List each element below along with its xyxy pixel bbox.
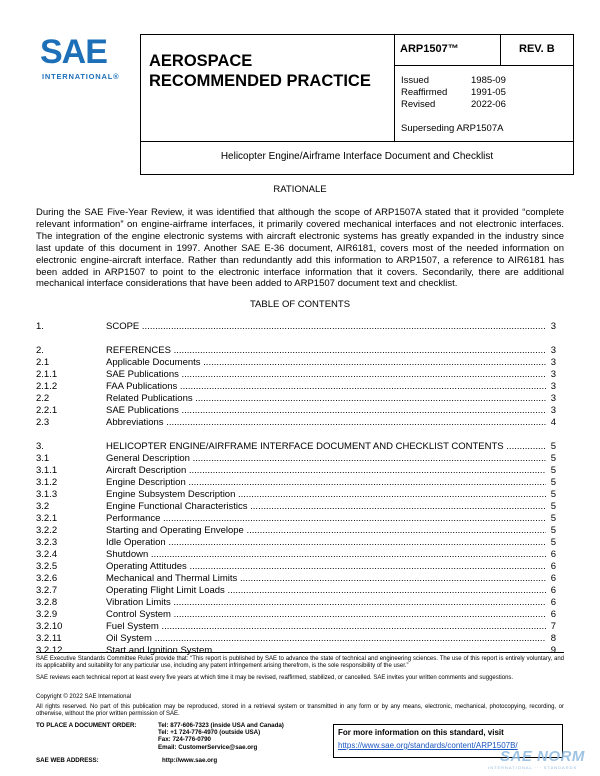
- revision-label: REV. B: [519, 43, 555, 55]
- toc-entry[interactable]: [36, 621, 556, 633]
- toc-entry-title: Abbreviations .....: [106, 417, 546, 429]
- web-address-block: [36, 757, 218, 764]
- toc-entry-number: 2.2: [36, 393, 50, 404]
- toc-entry-page: 9: [550, 645, 556, 656]
- toc-entry-title: Vibration Limits .....: [106, 597, 546, 609]
- toc-entry[interactable]: [36, 345, 556, 357]
- document-subtitle: Helicopter Engine/Airframe Interface Document and Checklist: [220, 151, 494, 162]
- toc-entry-page: 5: [550, 513, 556, 524]
- toc-entry[interactable]: [36, 597, 556, 609]
- toc-entry-page: 5: [550, 465, 556, 476]
- header-title-cell: [141, 35, 395, 141]
- footer-rights: All rights reserved. No part of this publication may be reproduced, stored in a retrieval system or transmitted in any form or by any means, electronic, mechanical, photocopying, recording, or otherwise, without the prior written permission of SAE.: [36, 704, 564, 718]
- toc-entry-number: 3.1.3: [36, 489, 58, 500]
- toc-entry-title: Shutdown .....: [106, 549, 546, 561]
- toc-entry-page: 6: [550, 585, 556, 596]
- toc-entry-number: 2.1.2: [36, 381, 58, 392]
- toc-entry-page: 5: [550, 453, 556, 464]
- toc-entry-number: 3.2.2: [36, 525, 58, 536]
- toc-entry-number: 2.1.1: [36, 369, 58, 380]
- logo-sae-text: SAE: [40, 33, 107, 71]
- date-row-issued: [401, 75, 571, 87]
- phone-us-canada: Tel: 877-606-7323 (inside USA and Canada): [158, 722, 284, 729]
- toc-entry-number: 3.2.5: [36, 561, 58, 572]
- toc-entry-title: Start and Ignition System .....: [106, 645, 546, 657]
- toc-entry-page: 5: [550, 501, 556, 512]
- watermark-subtext: INTERNATIONAL ··· STANDARDS: [488, 765, 578, 770]
- toc-entry-page: 6: [550, 597, 556, 608]
- toc-entry-number: 3.2.12: [36, 645, 63, 656]
- toc-entry-title: Operating Flight Limit Loads .....: [106, 585, 546, 597]
- toc-entry[interactable]: [36, 489, 556, 501]
- toc-entry-title: Performance .....: [106, 513, 546, 525]
- toc-entry-title: Operating Attitudes .....: [106, 561, 546, 573]
- toc-entry-title: FAA Publications .....: [106, 381, 546, 393]
- email-address[interactable]: Email: CustomerService@sae.org: [158, 743, 258, 751]
- toc-entry-title: Starting and Operating Envelope .....: [106, 525, 546, 537]
- date-row-revised: [401, 99, 571, 111]
- toc-entry-page: 3: [550, 405, 556, 416]
- toc-entry[interactable]: [36, 369, 556, 381]
- toc-entry[interactable]: [36, 525, 556, 537]
- date-value: 1985-09: [471, 75, 506, 86]
- order-contact-values: [158, 722, 348, 751]
- toc-entry-page: 3: [550, 345, 556, 356]
- sae-norm-watermark: SAE NORM: [500, 748, 585, 765]
- toc-entry-title: SCOPE .....: [106, 321, 546, 333]
- toc-entry-page: 7: [550, 621, 556, 632]
- standard-info-link[interactable]: https://www.sae.org/standards/content/ARP1507B/: [338, 741, 518, 750]
- toc-entry[interactable]: [36, 609, 556, 621]
- toc-entry-title: Engine Description .....: [106, 477, 546, 489]
- toc-entry-title: Engine Functional Characteristics .....: [106, 501, 546, 513]
- toc-entry[interactable]: [36, 513, 556, 525]
- toc-entry-page: 5: [550, 537, 556, 548]
- toc-entry-title: SAE Publications .....: [106, 405, 546, 417]
- toc-entry-number: 3.2.4: [36, 549, 58, 560]
- toc-entry-page: 3: [550, 321, 556, 332]
- footer-disclaimer: SAE Executive Standards Committee Rules provide that: “This report is published by SAE to advance the state of technical and engineering sciences. The use of this report is entirely voluntary, and its applicability and suitability for any particular use, including any patent infringement arising therefrom, is the sole responsibility of the user.”: [36, 656, 564, 670]
- toc-entry-title: Aircraft Description .....: [106, 465, 546, 477]
- toc-entry-title: General Description .....: [106, 453, 546, 465]
- toc-entry-title: Engine Subsystem Description .....: [106, 489, 546, 501]
- toc-entry-page: 3: [550, 357, 556, 368]
- toc-entry-number: 2.3: [36, 417, 50, 428]
- toc-entry-page: 4: [550, 417, 556, 428]
- revision-dates: [401, 75, 571, 111]
- toc-entry-number: 2.1: [36, 357, 50, 368]
- doc-number: ARP1507™: [400, 43, 459, 55]
- rationale-heading: RATIONALE: [273, 184, 327, 195]
- toc-entry-page: 6: [550, 549, 556, 560]
- toc-entry[interactable]: [36, 549, 556, 561]
- toc-entry-number: 1.: [36, 321, 44, 332]
- toc-entry-page: 3: [550, 369, 556, 380]
- document-type-title: [149, 51, 389, 91]
- toc-entry-title: REFERENCES .....: [106, 345, 546, 357]
- toc-entry[interactable]: [36, 405, 556, 417]
- toc-entry[interactable]: [36, 321, 556, 333]
- toc-entry[interactable]: [36, 585, 556, 597]
- toc-entry-number: 3.: [36, 441, 44, 452]
- toc-entry[interactable]: [36, 417, 556, 429]
- toc-entry-number: 3.2.11: [36, 633, 62, 644]
- toc-entry[interactable]: [36, 393, 556, 405]
- toc-entry-page: 5: [550, 525, 556, 536]
- more-info-heading: For more information on this standard, visit: [338, 728, 504, 737]
- date-row-reaffirmed: [401, 87, 571, 99]
- toc-entry-page: 3: [550, 381, 556, 392]
- document-header-box: [140, 34, 574, 175]
- rationale-paragraph: During the SAE Five-Year Review, it was identified that although the scope of ARP1507A stated that it provided “complete relevant information” on engine-airframe interfaces, it primarily covered mechanical interfaces and not electronic interfaces. The integration of the engine electronic systems with aircraft electronic systems has greatly expanded in the industry since last update of this document in 1997. Another SAE E-36 document, AIR6181, covers most of the needed information on electronic engine-aircraft interface. Rather than redundantly add this information to ARP1507, a reference to AIR6181 has been added in ARP1507 to point to the electronic interface information that it covers. Secondarily, there are additional mechanical interface considerations that have been added to ARP1507 document text and checklist.: [36, 207, 564, 290]
- toc-entry[interactable]: [36, 357, 556, 369]
- toc-entry[interactable]: [36, 441, 556, 453]
- toc-entry-page: 3: [550, 393, 556, 404]
- document-type-line-2: RECOMMENDED PRACTICE: [149, 72, 371, 90]
- toc-entry-title: SAE Publications .....: [106, 369, 546, 381]
- toc-entry-number: 3.2.9: [36, 609, 58, 620]
- toc-entry-page: 8: [550, 633, 556, 644]
- toc-entry-number: 3.1.2: [36, 477, 58, 488]
- toc-entry[interactable]: [36, 453, 556, 465]
- toc-entry-page: 5: [550, 441, 556, 452]
- document-type-line-1: AEROSPACE: [149, 52, 253, 70]
- toc-entry-title: Idle Operation .....: [106, 537, 546, 549]
- date-value: 1991-05: [471, 87, 506, 98]
- toc-entry[interactable]: [36, 381, 556, 393]
- toc-entry-number: 3.2.3: [36, 537, 58, 548]
- toc-entry[interactable]: [36, 477, 556, 489]
- toc-entry-page: 5: [550, 477, 556, 488]
- toc-entry-title: Mechanical and Thermal Limits .....: [106, 573, 546, 585]
- footer-review-note: SAE reviews each technical report at least every five years at which time it may be revised, reaffirmed, stabilized, or cancelled. SAE invites your written comments and suggestions.: [36, 675, 514, 681]
- date-label: Issued: [401, 75, 429, 86]
- toc-entry-number: 2.2.1: [36, 405, 58, 416]
- toc-entry-title: HELICOPTER ENGINE/AIRFRAME INTERFACE DOCUMENT AND CHECKLIST CONTENTS .....: [106, 441, 546, 453]
- toc-entry-number: 3.2.1: [36, 513, 58, 524]
- date-label: Reaffirmed: [401, 87, 448, 98]
- toc-entry-page: 6: [550, 561, 556, 572]
- toc-entry-title: Oil System .....: [106, 633, 546, 645]
- web-address-link[interactable]: http://www.sae.org: [162, 757, 218, 764]
- toc-entry-number: 3.1.1: [36, 465, 58, 476]
- superseding-note: Superseding ARP1507A: [401, 123, 504, 134]
- toc-entry-number: 3.2.7: [36, 585, 58, 596]
- toc-entry-page: 6: [550, 573, 556, 584]
- logo-international-text: INTERNATIONAL®: [42, 72, 120, 81]
- sae-logo: [40, 34, 120, 86]
- toc-heading: TABLE OF CONTENTS: [249, 299, 351, 310]
- toc-entry-title: Applicable Documents .....: [106, 357, 546, 369]
- toc-entry[interactable]: [36, 537, 556, 549]
- toc-entry-page: 6: [550, 609, 556, 620]
- footer-copyright: Copyright © 2022 SAE International: [36, 694, 132, 700]
- toc-entry-title: Control System .....: [106, 609, 546, 621]
- toc-entry-number: 3.2.10: [36, 621, 63, 632]
- order-label: TO PLACE A DOCUMENT ORDER:: [36, 722, 137, 729]
- toc-entry-page: 5: [550, 489, 556, 500]
- fax-number: Fax: 724-776-0790: [158, 736, 211, 744]
- toc-entry[interactable]: [36, 573, 556, 585]
- toc-entry[interactable]: [36, 561, 556, 573]
- toc-entry[interactable]: [36, 633, 556, 645]
- toc-entry-number: 3.2.8: [36, 597, 58, 608]
- date-value: 2022-06: [471, 99, 506, 110]
- toc-entry-title: Fuel System .....: [106, 621, 546, 633]
- date-label: Revised: [401, 99, 436, 110]
- web-address-label: SAE WEB ADDRESS:: [36, 757, 99, 764]
- header-divider: [141, 141, 573, 142]
- toc-entry-title: Related Publications .....: [106, 393, 546, 405]
- footer-divider: [36, 652, 564, 653]
- toc-entry[interactable]: [36, 465, 556, 477]
- revision-cell: [501, 35, 573, 66]
- toc-entry-number: 3.1: [36, 453, 50, 464]
- toc-entry-number: 3.2.6: [36, 573, 58, 584]
- phone-international: Tel: +1 724-776-4970 (outside USA): [158, 729, 261, 737]
- toc-entry[interactable]: [36, 501, 556, 513]
- toc-entry-number: 3.2: [36, 501, 50, 512]
- doc-number-cell: [394, 35, 501, 66]
- toc-entry-number: 2.: [36, 345, 44, 356]
